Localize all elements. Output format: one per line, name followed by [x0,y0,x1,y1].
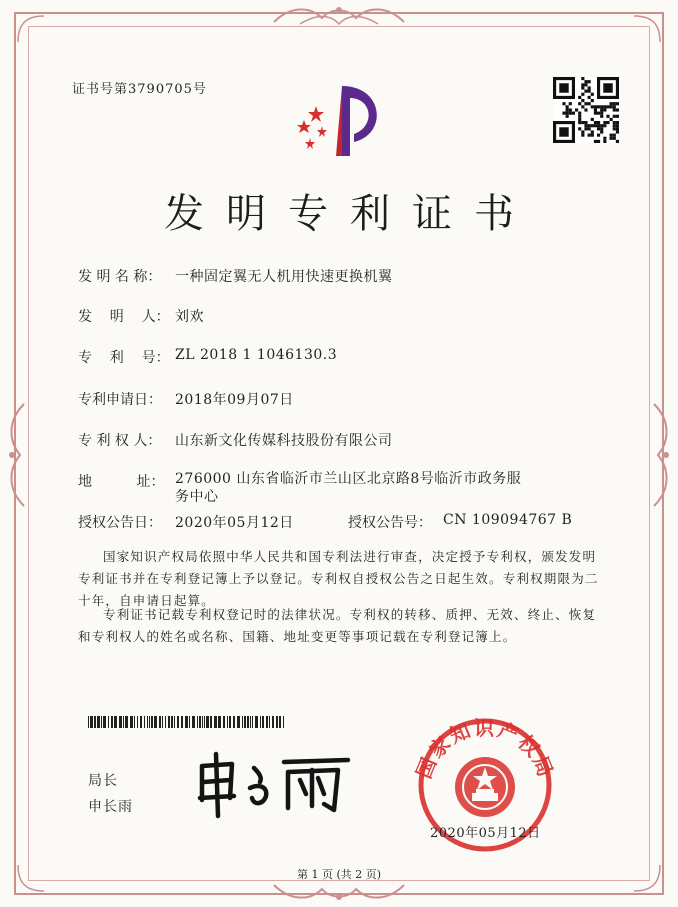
filing-date-value: 2018年09月07日 [175,392,294,408]
left-ornament [4,400,28,510]
inventor-value: 刘欢 [175,309,204,325]
page-number: 第 1 页 (共 2 页) [296,868,382,881]
patent-no-value: ZL 2018 1 1046130.3 [175,347,338,363]
grant-date-value: 2020年05月12日 [175,515,294,531]
bottom-ornament [270,881,408,905]
signature-icon [188,748,358,820]
invention-name-value: 一种固定翼无人机用快速更换机翼 [175,269,393,285]
corner-ornament-tl [16,14,46,44]
paragraph-2: 专利证书记载专利权登记时的法律状况。专利权的转移、质押、无效、终止、恢复和专利权人的姓名或名称、国籍、地址变更等事项记载在专利登记簿上。 [78,607,597,644]
invention-name-label: 发 明 名 称： [78,269,162,285]
certificate-number: 证书号第3790705号 [72,82,207,97]
right-ornament [650,400,674,510]
director-name: 申长雨 [88,799,133,815]
director-title: 局长 [88,773,118,789]
patentee-label: 专 利 权 人： [78,433,162,449]
grant-date-label: 授权公告日： [78,515,162,531]
patent-office-logo-icon [292,78,384,160]
filing-date-label: 专利申请日： [78,392,162,408]
paragraph-1: 国家知识产权局依照中华人民共和国专利法进行审查，决定授予专利权，颁发发明专利证书并在专利登记簿上予以登记。专利权自授权公告之日起生效。专利权期限为二十年，自申请日起算。 [78,549,599,608]
patent-no-label: 专 利 号： [78,350,170,366]
patentee-value: 山东新文化传媒科技股份有限公司 [175,433,393,449]
page-title: 发明专利证书 [164,191,536,237]
grant-no-label: 授权公告号： [348,515,432,531]
qr-code-icon [553,77,619,143]
grant-no-value: CN 109094767 B [443,512,573,528]
address-value: 276000 山东省临沂市兰山区北京路8号临沂市政务服务中心 [175,471,522,505]
national-emblem-icon [455,757,515,817]
barcode-icon [88,716,284,728]
top-ornament [270,2,408,28]
corner-ornament-tr [632,14,662,44]
inventor-label: 发 明 人： [78,309,170,325]
address-label: 地 址： [78,474,165,490]
seal-text: 国家知识产权局 [411,715,559,782]
seal-date: 2020年05月12日 [430,826,541,841]
